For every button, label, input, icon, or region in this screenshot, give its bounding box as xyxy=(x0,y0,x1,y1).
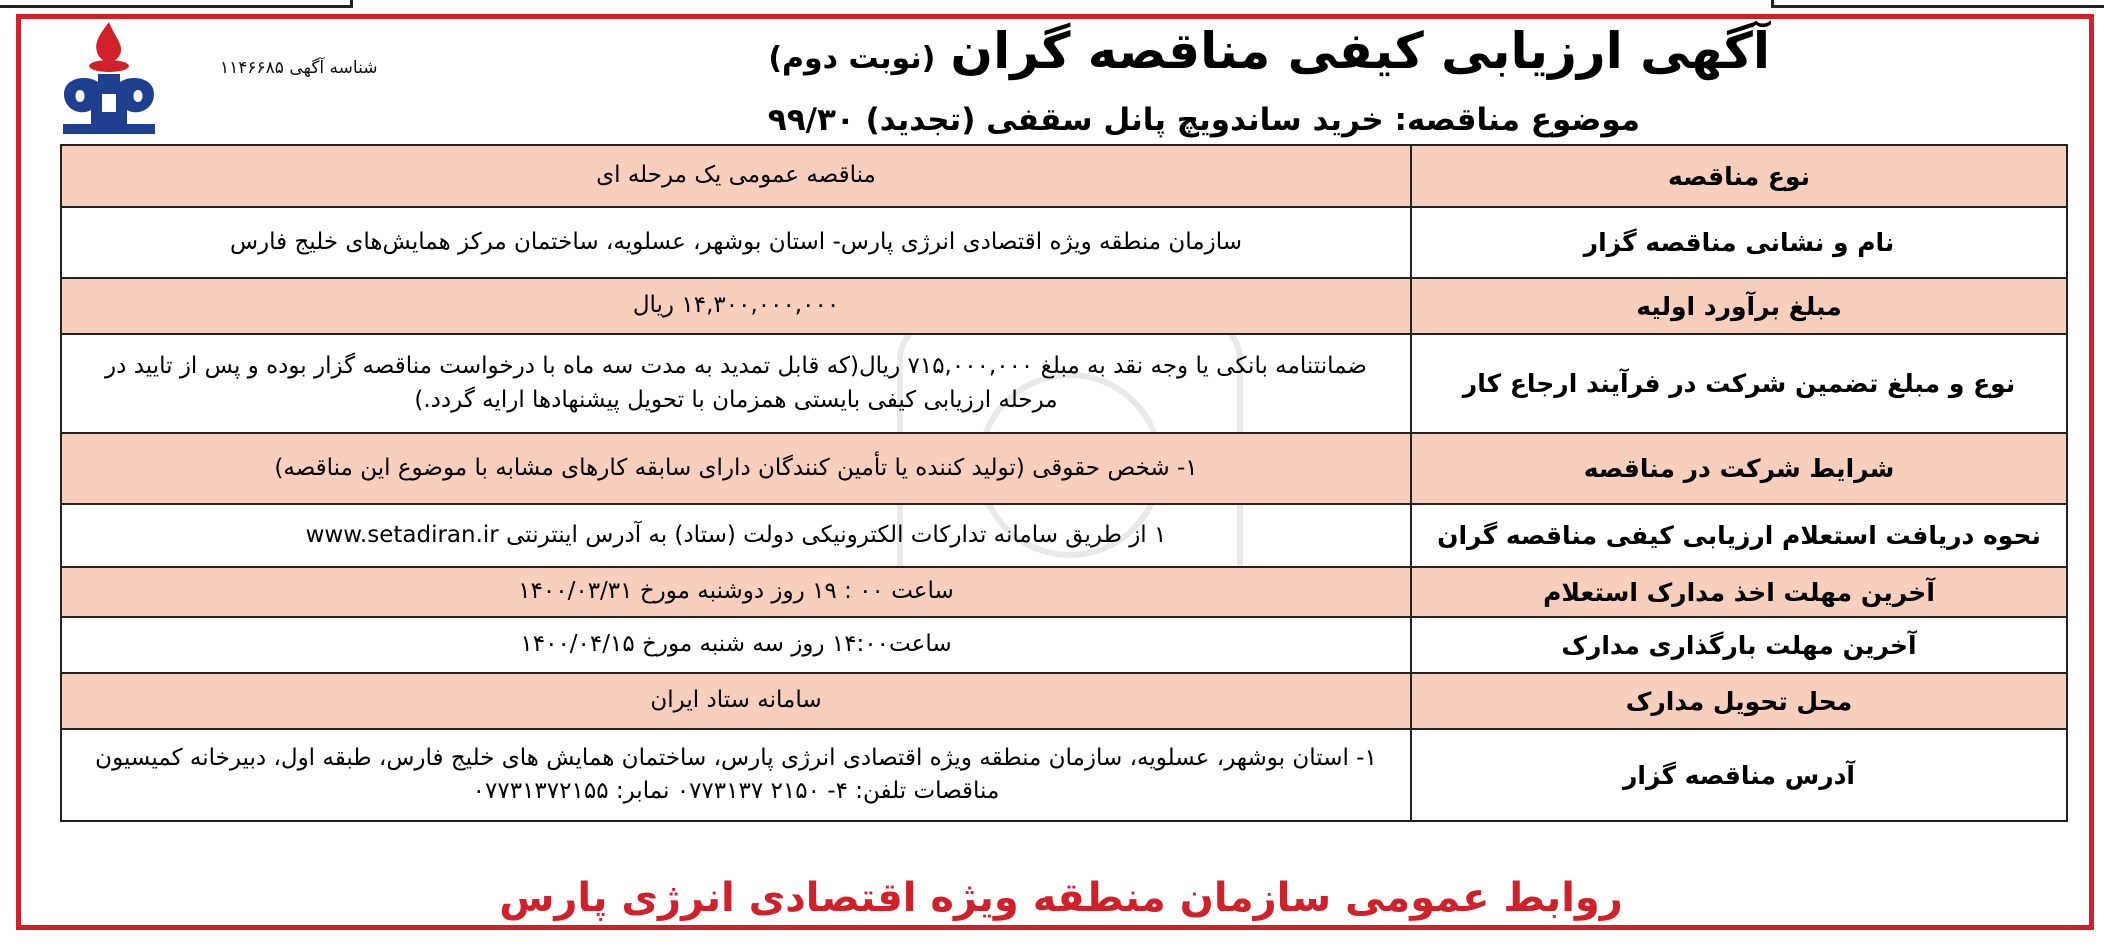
row-label: نحوه دریافت استعلام ارزیابی کیفی مناقصه گران xyxy=(1411,504,2067,567)
table-row xyxy=(61,334,2067,433)
row-value: مناقصه عمومی یک مرحله ای xyxy=(61,145,1411,207)
row-label: مبلغ برآورد اولیه xyxy=(1411,278,2067,334)
row-value: ضمانتنامه بانکی یا وجه نقد به مبلغ ۷۱۵,۰۰۰,۰۰۰ ریال(که قابل تمدید به مدت سه ماه با درخواست مناقصه گزار بوده و پس از تایید در مرحله ارزیابی کیفی بایستی همزمان با تحویل پیشنهادها ارایه گردد.) xyxy=(61,334,1411,433)
top-border-right xyxy=(1771,0,2104,8)
top-border-left xyxy=(0,0,353,8)
row-value: ساعت۱۴:۰۰ روز سه شنبه مورخ ۱۴۰۰/۰۴/۱۵ xyxy=(61,617,1411,673)
row-label: نوع و مبلغ تضمین شرکت در فرآیند ارجاع کار xyxy=(1411,334,2067,433)
table-row xyxy=(61,278,2067,334)
table-row xyxy=(61,504,2067,567)
row-label: نام و نشانی مناقصه گزار xyxy=(1411,207,2067,278)
round-label: (نوبت دوم) xyxy=(768,41,936,76)
row-label: آخرین مهلت اخذ مدارک استعلام xyxy=(1411,567,2067,617)
row-label: آدرس مناقصه گزار xyxy=(1411,729,2067,821)
tender-subject: موضوع مناقصه: خرید ساندویچ پانل سقفی (تجدید) ۹۹/۳۰ xyxy=(767,102,1640,138)
row-value: سامانه ستاد ایران xyxy=(61,673,1411,729)
table-row xyxy=(61,433,2067,504)
row-value: ساعت ۰۰ : ۱۹ روز دوشنبه مورخ ۱۴۰۰/۰۳/۳۱ xyxy=(61,567,1411,617)
oil-flame-logo-icon xyxy=(42,20,177,140)
row-value: ۱ از طریق سامانه تدارکات الکترونیکی دولت (ستاد) به آدرس اینترنتی www.setadiran.ir xyxy=(61,504,1411,567)
row-label: نوع مناقصه xyxy=(1411,145,2067,207)
page-title: آگهی ارزیابی کیفی مناقصه گران xyxy=(950,22,1770,80)
tender-info-table xyxy=(60,144,2068,822)
row-value: ۱- شخص حقوقی (تولید کننده یا تأمین کنندگان دارای سابقه کارهای مشابه با موضوع این مناقصه) xyxy=(61,433,1411,504)
table-row xyxy=(61,673,2067,729)
ad-id: شناسه آگهی ۱۱۴۶۶۸۵ xyxy=(220,58,378,78)
row-label: شرایط شرکت در مناقصه xyxy=(1411,433,2067,504)
footer-public-relations: روابط عمومی سازمان منطقه ویژه اقتصادی انرژی پارس xyxy=(499,875,1623,921)
title-block xyxy=(700,22,1770,80)
table-row xyxy=(61,617,2067,673)
table-row xyxy=(61,207,2067,278)
row-label: آخرین مهلت بارگذاری مدارک xyxy=(1411,617,2067,673)
row-value: سازمان منطقه ویژه اقتصادی انرژی پارس- استان بوشهر، عسلویه، ساختمان مرکز همایش‌های خلیج فارس xyxy=(61,207,1411,278)
row-value: ۱۴,۳۰۰,۰۰۰,۰۰۰ ریال xyxy=(61,278,1411,334)
row-label: محل تحویل مدارک xyxy=(1411,673,2067,729)
row-value: ۱- استان بوشهر، عسلویه، سازمان منطقه ویژه اقتصادی انرژی پارس، ساختمان همایش های خلیج فارس، طبقه اول، دبیرخانه کمیسیون مناقصات تلفن: ۴- ۲۱۵۰ ۰۷۷۳۱۳۷ نمابر: ۰۷۷۳۱۳۷۲۱۵۵ xyxy=(61,729,1411,821)
table-row xyxy=(61,145,2067,207)
table-row xyxy=(61,567,2067,617)
table-row xyxy=(61,729,2067,821)
